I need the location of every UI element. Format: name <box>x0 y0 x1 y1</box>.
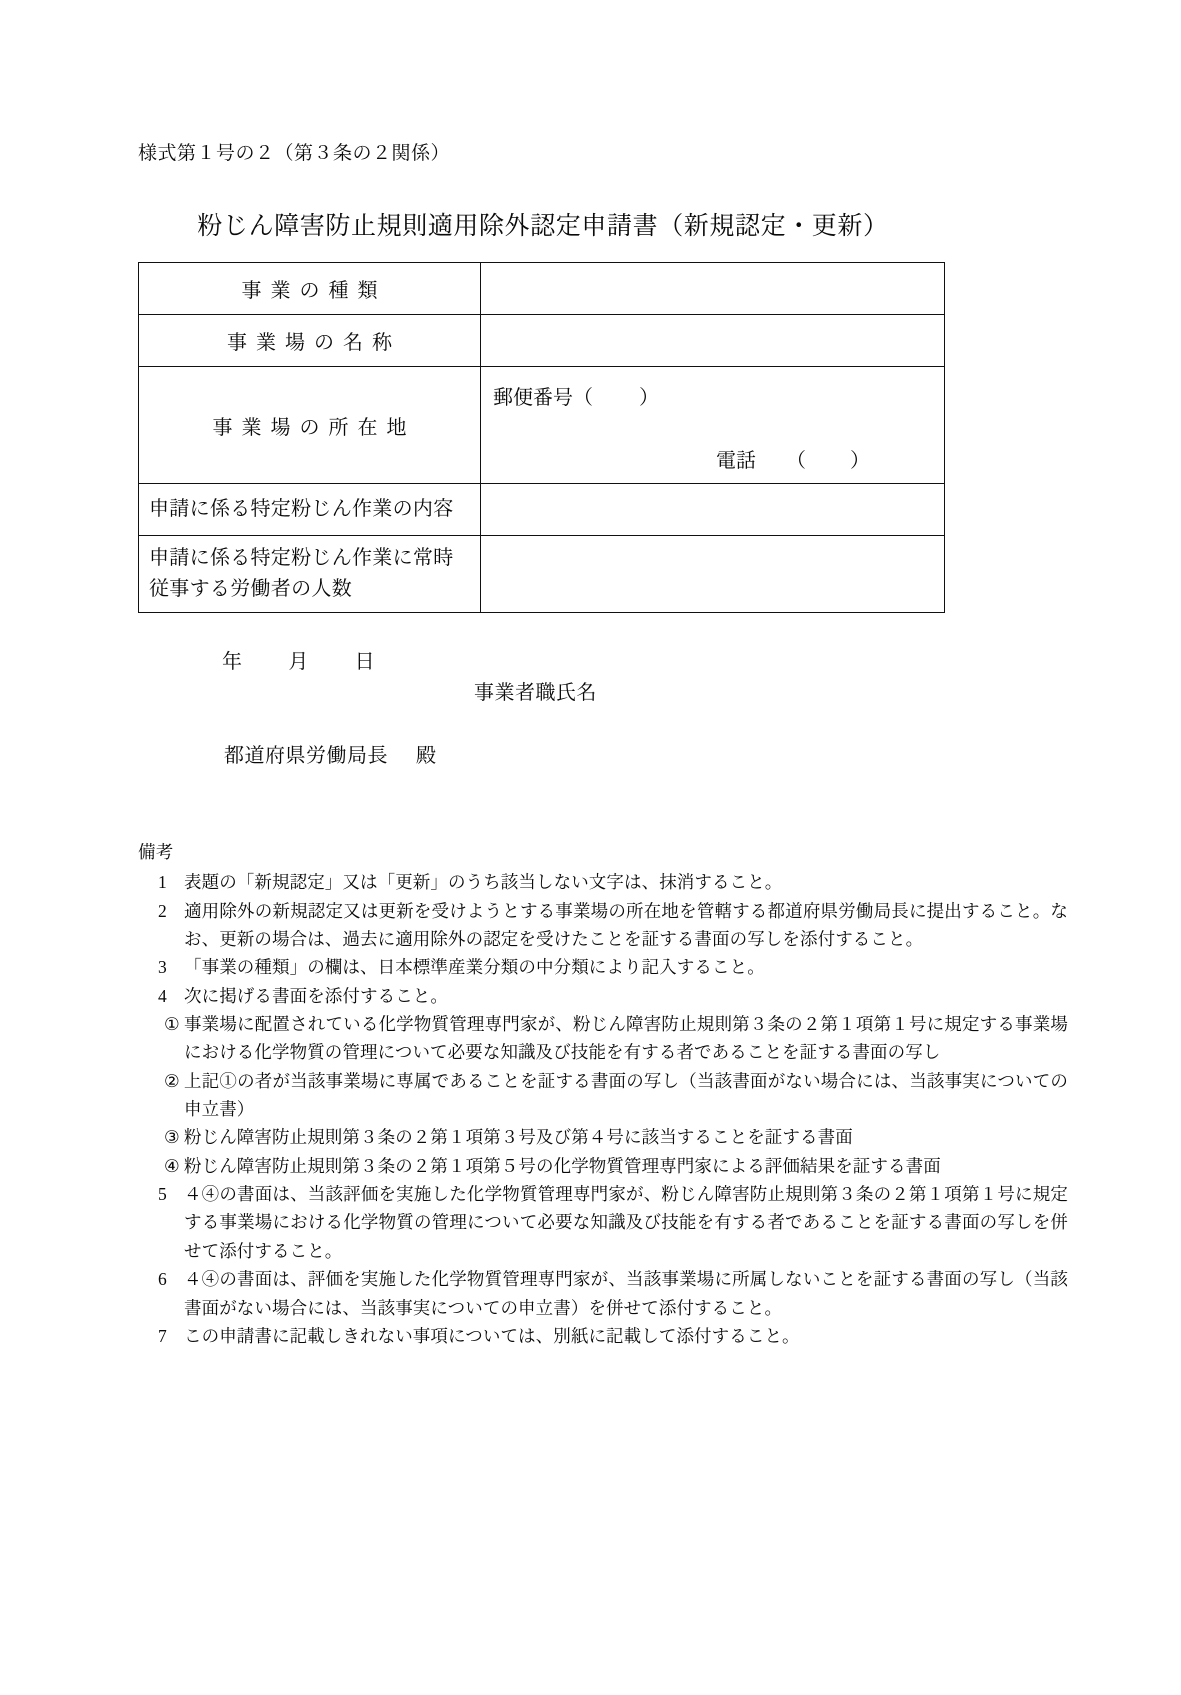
note-item-7 <box>150 1322 1068 1350</box>
value-cell-work-content[interactable] <box>481 484 945 536</box>
form-number: 様式第１号の２（第３条の２関係） <box>138 143 451 164</box>
note-subitem-text-4-3: 粉じん障害防止規則第３条の２第１項第３号及び第４号に該当することを証する書面 <box>184 1127 853 1148</box>
label-cell-worker-count <box>139 536 481 613</box>
note-number-1: 1 <box>158 872 167 893</box>
table-row-work-content <box>139 484 945 536</box>
date-day-label: 日 <box>354 651 375 673</box>
note-item-3 <box>150 953 1068 981</box>
note-subitem-marker-4-2: ② <box>164 1070 180 1091</box>
label-worker-count <box>139 536 480 612</box>
signer-label: 事業者職氏名 <box>474 682 597 704</box>
postal-code-label: 郵便番号（ <box>493 387 593 409</box>
notes-heading: 備考 <box>138 842 174 862</box>
note-subitem-marker-4-1: ① <box>164 1014 180 1035</box>
value-cell-workplace-address[interactable] <box>481 367 945 484</box>
date-line[interactable] <box>222 645 375 674</box>
value-cell-worker-count[interactable] <box>481 536 945 613</box>
note-item-6 <box>150 1265 1068 1322</box>
table-row-worker-count <box>139 536 945 613</box>
label-worker-count-line2: 従事する労働者の人数 <box>149 578 352 600</box>
table-row-workplace-address <box>139 367 945 484</box>
addressee-line <box>224 739 437 768</box>
table-row-business-type <box>139 263 945 315</box>
note-text-3: 「事業の種類」の欄は、日本標準産業分類の中分類により記入すること。 <box>184 957 765 978</box>
postal-code-field[interactable] <box>493 381 659 410</box>
note-subitem-marker-4-3: ③ <box>164 1127 180 1148</box>
note-item-5 <box>150 1180 1068 1265</box>
note-number-6: 6 <box>158 1269 167 1290</box>
label-worker-count-line1: 申請に係る特定粉じん作業に常時 <box>149 547 454 569</box>
note-number-7: 7 <box>158 1325 167 1346</box>
note-item-4 <box>150 982 1068 1010</box>
note-text-5: ４④の書面は、当該評価を実施した化学物質管理専門家が、粉じん障害防止規則第３条の２第１項第１号に規定する事業場における化学物質の管理について必要な知識及び技能を有する者であることを証する書面の写しを併せて添付すること。 <box>184 1184 1068 1261</box>
note-text-1: 表題の「新規認定」又は「更新」のうち該当しない文字は、抹消すること。 <box>184 872 783 893</box>
date-year-label: 年 <box>222 651 243 673</box>
date-month-label: 月 <box>288 651 309 673</box>
label-cell-workplace-address <box>139 367 481 484</box>
value-cell-workplace-name[interactable] <box>481 315 945 367</box>
notes-section <box>138 838 1068 1350</box>
label-work-content: 申請に係る特定粉じん作業の内容 <box>149 498 454 520</box>
label-business-type: 事業の種類 <box>241 280 387 302</box>
note-subitem-text-4-2: 上記①の者が当該事業場に専属であることを証する書面の写し（当該書面がない場合には、当該事実についての申立書） <box>184 1070 1068 1120</box>
telephone-label: 電話 <box>716 450 756 472</box>
telephone-close-paren: ） <box>850 450 870 472</box>
note-subitem-4-3 <box>164 1123 1068 1151</box>
note-item-1 <box>150 868 1068 896</box>
addressee-label: 都道府県労働局長 <box>224 745 388 767</box>
label-cell-workplace-name <box>139 315 481 367</box>
note-subitem-marker-4-4: ④ <box>164 1155 180 1176</box>
note-number-5: 5 <box>158 1184 167 1205</box>
note-number-4: 4 <box>158 985 167 1006</box>
note-subitem-text-4-1: 事業場に配置されている化学物質管理専門家が、粉じん障害防止規則第３条の２第１項第１号に規定する事業場における化学物質の管理について必要な知識及び技能を有する者であることを証する書面の写し <box>184 1014 1068 1063</box>
page-title: 粉じん障害防止規則適用除外認定申請書（新規認定・更新） <box>197 213 889 240</box>
note-subitem-4-2 <box>164 1067 1068 1124</box>
label-cell-business-type <box>139 263 481 315</box>
note-subitem-text-4-4: 粉じん障害防止規則第３条の２第１項第５号の化学物質管理専門家による評価結果を証する書面 <box>184 1155 941 1176</box>
note-subitem-4-4 <box>164 1152 1068 1180</box>
value-cell-business-type[interactable] <box>481 263 945 315</box>
label-cell-work-content <box>139 484 481 536</box>
label-workplace-name: 事業場の名称 <box>227 332 401 354</box>
table-row-workplace-name <box>139 315 945 367</box>
note-number-3: 3 <box>158 957 167 978</box>
signer-line[interactable] <box>474 676 597 705</box>
telephone-open-paren: （ <box>786 450 806 472</box>
note-subitem-4-1 <box>164 1010 1068 1067</box>
application-form-table <box>138 262 945 613</box>
telephone-field[interactable] <box>716 444 870 473</box>
note-text-2: 適用除外の新規認定又は更新を受けようとする事業場の所在地を管轄する都道府県労働局長に提出すること。なお、更新の場合は、過去に適用除外の認定を受けたことを証する書面の写しを添付すること。 <box>184 900 1068 950</box>
postal-code-close-paren: ） <box>639 387 659 409</box>
note-number-2: 2 <box>158 900 167 921</box>
note-item-2 <box>150 897 1068 954</box>
note-text-4: 次に掲げる書面を添付すること。 <box>184 985 448 1006</box>
note-text-7: この申請書に記載しきれない事項については、別紙に記載して添付すること。 <box>184 1325 800 1346</box>
note-text-6: ４④の書面は、評価を実施した化学物質管理専門家が、当該事業場に所属しないことを証する書面の写し（当該書面がない場合には、当該事実についての申立書）を併せて添付すること。 <box>184 1269 1068 1318</box>
label-workplace-address: 事業場の所在地 <box>212 416 416 439</box>
address-fields <box>481 367 944 483</box>
addressee-honorific: 殿 <box>416 745 437 767</box>
